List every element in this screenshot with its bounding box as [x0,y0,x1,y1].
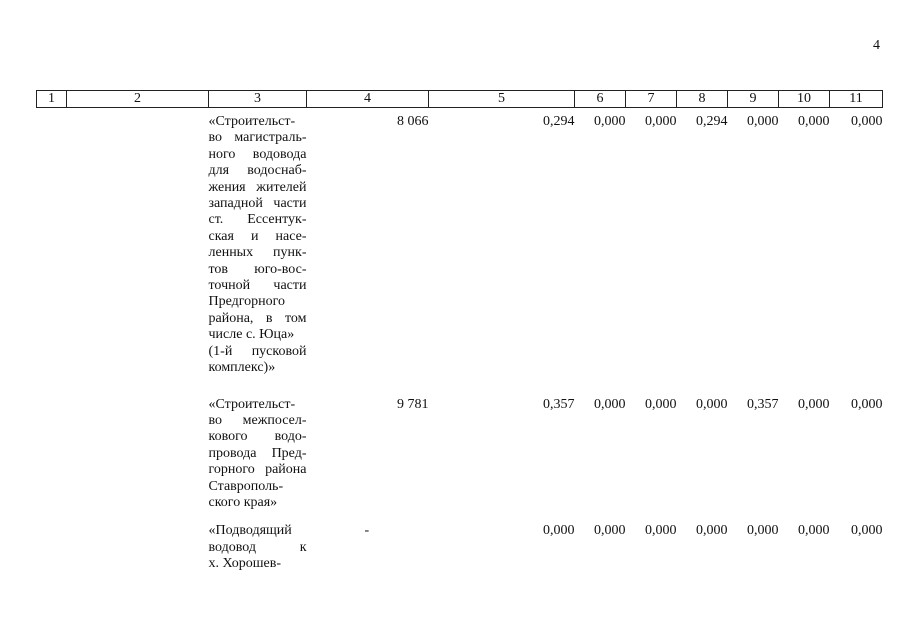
column-header-11: 11 [830,91,883,108]
cell-col11: 0,000 [851,396,883,412]
cell-col9: 0,000 [747,523,779,539]
object-name-line: кового водо- [208,429,307,445]
column-header-4: 4 [307,91,429,108]
cell-col7: 0,000 [645,523,677,539]
cell-col4: 8 066 [397,114,429,129]
cell-col2 [67,511,209,572]
object-name-line: во межпосел- [208,412,307,428]
cell-col5: 0,000 [543,523,575,539]
column-header-2: 2 [67,91,209,108]
cell-col5: 0,294 [543,114,575,129]
cell-col10: 0,000 [798,523,830,539]
column-header-5: 5 [429,91,575,108]
object-name-line: тов юго-вос- [208,261,307,277]
cell-col11: 0,000 [851,114,883,129]
column-header-7: 7 [626,91,677,108]
object-name-line: во магистраль- [208,130,307,146]
cell-col2 [67,108,209,377]
object-name-cell [209,511,307,572]
object-name-line: точной части [208,278,307,294]
object-name-line: ного водовода [208,146,307,162]
table-row [37,377,883,512]
object-name-line: для водоснаб- [208,163,307,179]
object-name-line: провода Пред- [208,445,307,461]
cell-col9: 0,000 [747,114,779,129]
object-name-line: «Строительст- [208,114,296,129]
object-name-line: горного района [208,462,307,478]
column-header-1: 1 [37,91,67,108]
object-name-line: «Строительст- [208,396,296,412]
cell-col6: 0,000 [594,396,626,412]
cell-col8: 0,000 [696,523,728,539]
object-name-line: жения жителей [208,179,307,195]
cell-col8: 0,000 [696,396,728,412]
object-name-line: «Подводящий [208,523,292,539]
cell-col8: 0,294 [696,114,728,129]
cell-col7: 0,000 [645,114,677,129]
object-name-line: комплекс)» [208,360,276,376]
table-row [37,108,883,377]
cell-col9: 0,357 [747,396,779,412]
object-name-line: ленных пунк- [208,245,307,261]
cell-col1 [37,108,67,377]
object-name-line: числе с. Юца» [208,327,295,343]
object-name-cell [209,377,307,512]
object-name-line: ского края» [208,494,278,510]
table-header-row [37,91,883,108]
column-header-10: 10 [779,91,830,108]
page-number: 4 [873,38,880,53]
data-table [36,90,883,573]
column-header-3: 3 [209,91,307,108]
object-name-line: водовод к [208,539,307,555]
cell-col10: 0,000 [798,114,830,129]
column-header-9: 9 [728,91,779,108]
cell-col1 [37,511,67,572]
table-row [37,511,883,572]
cell-col10: 0,000 [798,396,830,412]
object-name-line: х. Хорошев- [208,556,281,572]
cell-col5: 0,357 [543,396,575,412]
cell-col1 [37,377,67,512]
object-name-line: ст. Ессентук- [208,212,307,228]
column-header-8: 8 [677,91,728,108]
cell-col4: 9 781 [397,396,429,412]
cell-col6: 0,000 [594,523,626,539]
cell-col7: 0,000 [645,396,677,412]
cell-col6: 0,000 [594,114,626,129]
object-name-line: (1-й пусковой [208,343,307,359]
column-header-6: 6 [575,91,626,108]
cell-col4: - [364,523,370,539]
object-name-line: Ставрополь- [208,478,284,494]
object-name-cell [209,108,307,377]
object-name-line: ская и насе- [208,228,307,244]
cell-col11: 0,000 [851,523,883,539]
cell-col2 [67,377,209,512]
object-name-line: района, в том [208,310,307,326]
object-name-line: западной части [208,196,307,212]
object-name-line: Предгорного [208,294,286,310]
